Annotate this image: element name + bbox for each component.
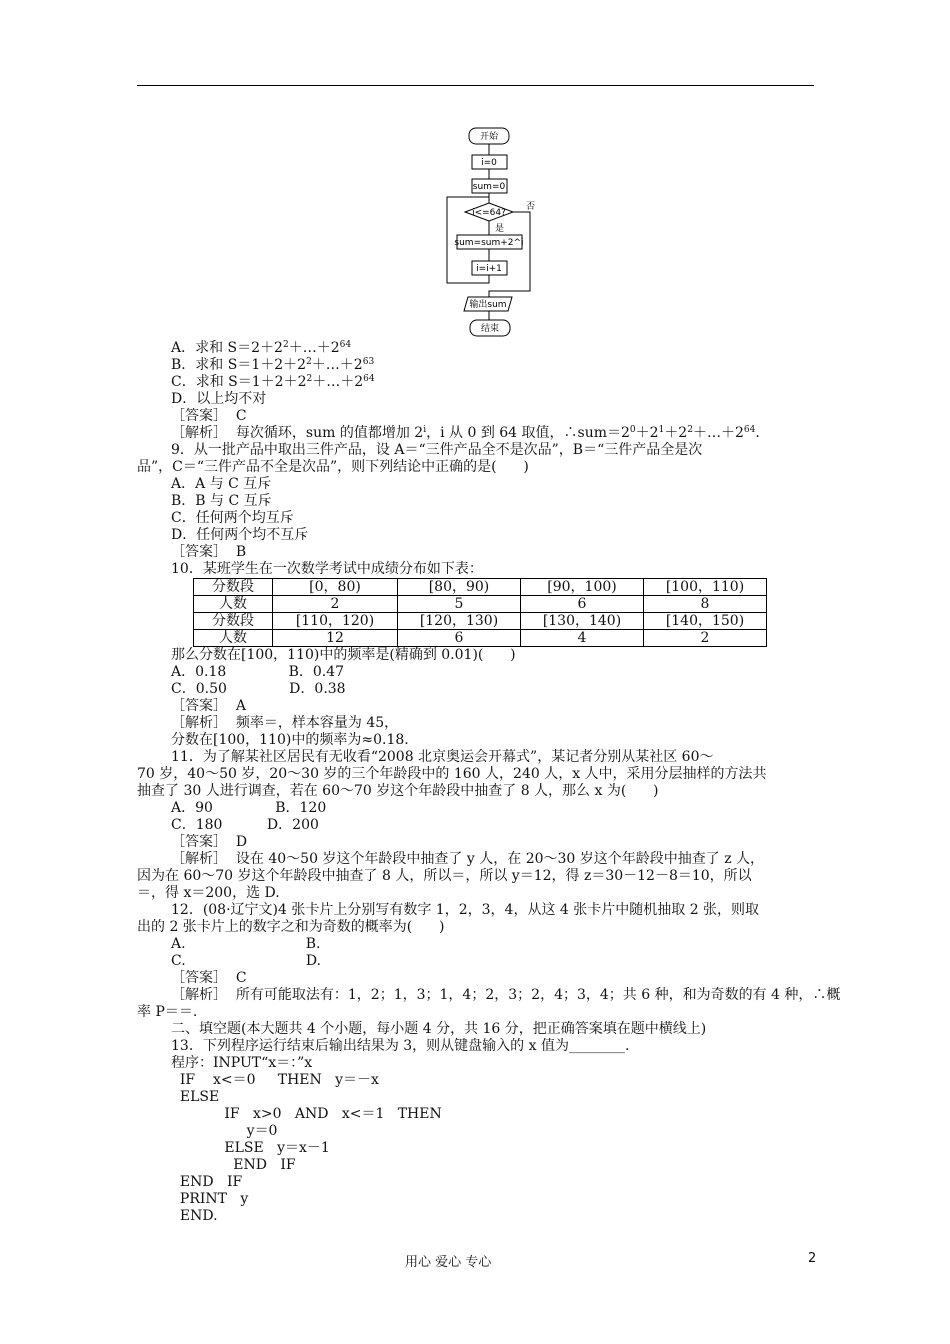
q11-options-ab: A．90 B．120 — [171, 800, 327, 816]
q9-option-c: C．任何两个均互斥 — [171, 510, 294, 526]
fc-increment: i=i+1 — [476, 264, 502, 274]
table-cell: 2 — [644, 630, 767, 647]
q9-option-b: B．B 与 C 互斥 — [171, 493, 272, 509]
q13-stem: 13．下列程序运行结束后输出结果为 3，则从键盘输入的 x 值为________. — [171, 1038, 630, 1054]
q10-answer: ［答案］ A — [171, 698, 247, 714]
q11-analysis-1: ［解析］ 设在 40～50 岁这个年龄段中抽查了 y 人，在 20～30 岁这个年龄段中抽查了 z 人， — [171, 851, 765, 867]
footer-motto: 用心 爱心 专心 — [405, 1255, 492, 1270]
fc-yes-label: 是 — [495, 224, 505, 234]
q9-option-a: A．A 与 C 互斥 — [171, 476, 272, 492]
table-cell: 4 — [521, 630, 644, 647]
table-cell: [130，140) — [521, 613, 644, 630]
table-cell: 5 — [398, 596, 521, 613]
code-line: IF x>0 AND x<＝1 THEN — [171, 1106, 442, 1122]
q8-option-b: B．求和 $S=1+2+2^2+\dots+2^{63}$ — [171, 357, 375, 373]
q10-analysis-1: ［解析］ 频率＝，样本容量为 45， — [171, 715, 399, 731]
table-cell: 6 — [521, 596, 644, 613]
table-cell: 人数 — [194, 596, 273, 613]
table-row — [194, 596, 767, 613]
table-cell: 2 — [273, 596, 398, 613]
table-cell: [110，120) — [273, 613, 398, 630]
table-cell: [100，110) — [644, 579, 767, 596]
table-cell: 6 — [398, 630, 521, 647]
header-rule — [137, 85, 814, 86]
fc-no-label: 否 — [526, 202, 536, 212]
table-cell: [90，100) — [521, 579, 644, 596]
q9-option-d: D．任何两个均不互斥 — [171, 527, 309, 543]
table-cell: [140，150) — [644, 613, 767, 630]
q8-option-a: A．求和 $S=2+2^2+\dots+2^{64}$ — [171, 340, 352, 356]
q10-question: 那么分数在[100，110)中的频率是(精确到 0.01)( ) — [171, 647, 516, 663]
q12-stem-2: 出的 2 张卡片上的数字之和为奇数的概率为( ) — [137, 919, 445, 935]
fc-init-sum: sum=0 — [472, 182, 506, 192]
q9-stem-2: 品”，C＝“三件产品不全是次品”，则下列结论中正确的是( ) — [137, 459, 529, 475]
table-row — [194, 630, 767, 647]
q8-option-d: D．以上均不对 — [171, 391, 267, 407]
table-cell: [80，90) — [398, 579, 521, 596]
q11-stem-2: 70 岁，40～50 岁，20～30 岁的三个年龄段中的 160 人，240 人，x 人中，采用分层抽样的方法共 — [137, 766, 767, 782]
page-text — [137, 340, 841, 1225]
code-line: y＝0 — [171, 1123, 278, 1139]
score-table — [193, 578, 767, 647]
q12-options-ab: A. B. — [171, 936, 321, 952]
q9-stem-1: 9．从一批产品中取出三件产品，设 A＝“三件产品全不是次品”，B＝“三件产品全是次 — [171, 442, 703, 458]
code-line: IF x<＝0 THEN y＝－x — [171, 1072, 379, 1088]
q11-stem-3: 抽查了 30 人进行调查，若在 60～70 岁这个年龄段中抽查了 8 人，那么 x 为( ) — [137, 783, 659, 799]
q10-stem: 10．某班学生在一次数学考试中成绩分布如下表： — [171, 561, 483, 577]
code-line: ELSE y＝x－1 — [171, 1140, 330, 1156]
table-cell: 分数段 — [194, 579, 273, 596]
q12-analysis-1: ［解析］ 所有可能取法有：1，2；1，3；1，4；2，3；2，4；3，4；共 6 种，和为奇数的有 4 种，∴概 — [171, 987, 841, 1003]
q11-analysis-3: ＝，得 x＝200，选 D. — [137, 885, 280, 901]
code-line: END IF — [171, 1157, 296, 1173]
fc-output: 输出sum — [469, 300, 507, 310]
code-line: END IF — [171, 1174, 243, 1190]
table-cell: 12 — [273, 630, 398, 647]
q11-stem-1: 11．为了解某社区居民有无收看“2008 北京奥运会开幕式”，某记者分别从某社区 60～ — [171, 749, 714, 765]
q10-options-ab: A．0.18 B．0.47 — [171, 664, 345, 680]
fc-assign: sum=sum+2^i — [454, 238, 524, 248]
q12-analysis-2: 率 P＝＝. — [137, 1004, 198, 1020]
table-cell: [120，130) — [398, 613, 521, 630]
table-row — [194, 613, 767, 630]
code-line: ELSE — [171, 1089, 220, 1105]
table-cell: 8 — [644, 596, 767, 613]
q12-stem-1: 12．(08·辽宁文)4 张卡片上分别写有数字 1，2，3，4，从这 4 张卡片中随机抽取 2 张，则取 — [171, 902, 760, 918]
table-row — [194, 579, 767, 596]
fc-condition: i<=64? — [472, 208, 506, 218]
code-line: END. — [171, 1208, 218, 1224]
q11-answer: ［答案］ D — [171, 834, 248, 850]
code-line: 程序：INPUT“x＝：”x — [171, 1055, 313, 1071]
q12-answer: ［答案］ C — [171, 970, 247, 986]
table-cell: 人数 — [194, 630, 273, 647]
fc-start: 开始 — [479, 132, 499, 142]
table-cell: [0，80) — [273, 579, 398, 596]
q11-options-cd: C．180 D．200 — [171, 817, 319, 833]
q10-options-cd: C．0.50 D．0.38 — [171, 681, 346, 697]
q10-analysis-2: 分数在[100，110)中的频率为≈0.18. — [171, 732, 409, 748]
q8-answer: ［答案］ C — [171, 408, 247, 424]
fc-end: 结束 — [480, 324, 500, 334]
section-2-heading: 二、填空题(本大题共 4 个小题，每小题 4 分，共 16 分，把正确答案填在题中横线上) — [171, 1021, 707, 1037]
q11-analysis-2: 因为在 60～70 岁这个年龄段中抽查了 8 人，所以＝，所以 y＝12，得 z＝30－12－8＝10，所以 — [137, 868, 752, 884]
page-number: 2 — [808, 1251, 817, 1266]
fc-init-i: i=0 — [481, 158, 497, 168]
q8-option-c: C．求和 $S=1+2+2^2+\dots+2^{64}$ — [171, 374, 375, 390]
q8-analysis: ［解析］ 每次循环，sum 的值都增加 2$^i$，i 从 0 到 64 取值，$\therefore sum=2^0+2^1+2^2+\dots+2^{64}$. — [171, 425, 760, 441]
code-line: PRINT y — [171, 1191, 249, 1207]
q9-answer: ［答案］ B — [171, 544, 247, 560]
table-cell: 分数段 — [194, 613, 273, 630]
q12-options-cd: C. D. — [171, 953, 321, 969]
flowchart — [440, 125, 550, 344]
